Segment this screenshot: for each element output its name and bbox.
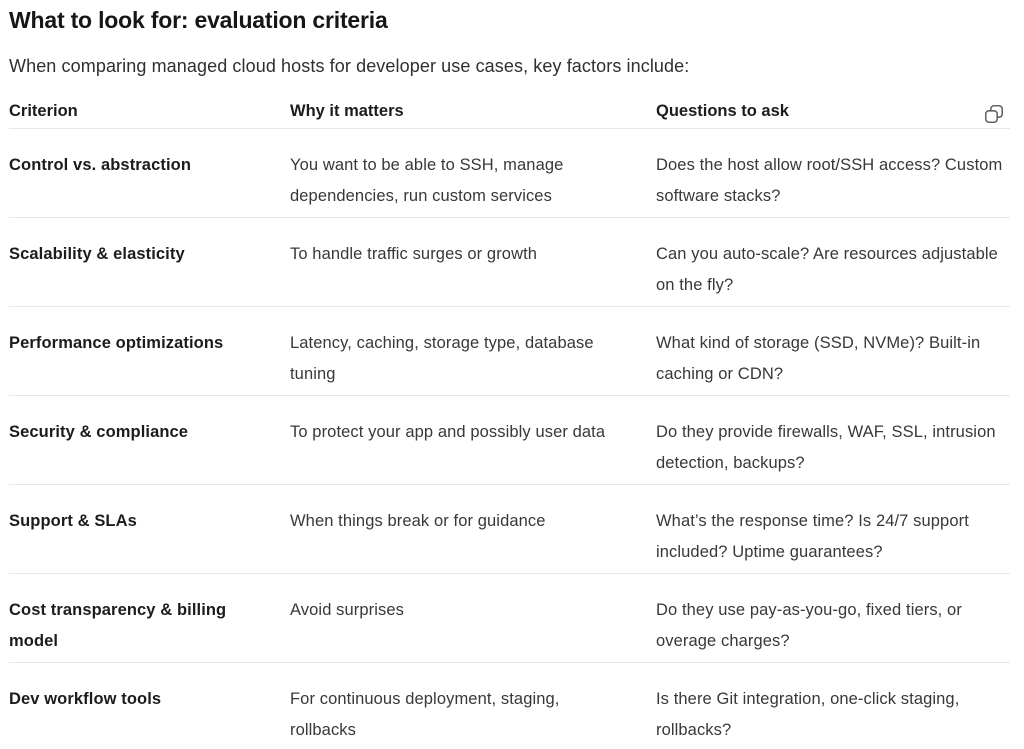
cell-questions-to-ask: What kind of storage (SSD, NVMe)? Built-in caching or CDN?	[656, 334, 981, 383]
table-header-row	[9, 101, 1010, 129]
cell-why-it-matters: For continuous deployment, staging, rollbacks	[290, 690, 560, 739]
cell-criterion: Scalability & elasticity	[9, 245, 185, 263]
column-header-questions-to-ask: Questions to ask	[656, 102, 789, 120]
table-row	[9, 307, 1010, 396]
table-row	[9, 485, 1010, 574]
cell-criterion: Security & compliance	[9, 423, 189, 441]
cell-why-it-matters: To protect your app and possibly user data	[290, 423, 606, 441]
table-row	[9, 396, 1010, 485]
table-row	[9, 129, 1010, 218]
criteria-table	[9, 101, 1010, 749]
cell-why-it-matters: When things break or for guidance	[290, 512, 546, 530]
table-row	[9, 663, 1010, 749]
cell-questions-to-ask: Is there Git integration, one-click staging, rollbacks?	[656, 690, 960, 739]
cell-criterion: Cost transparency & billing model	[9, 601, 227, 650]
column-header-criterion: Criterion	[9, 102, 78, 120]
table-row	[9, 218, 1010, 307]
column-header-why-it-matters: Why it matters	[290, 102, 404, 120]
intro-text: When comparing managed cloud hosts for developer use cases, key factors include:	[9, 56, 690, 76]
cell-why-it-matters: Avoid surprises	[290, 601, 404, 619]
cell-questions-to-ask: What’s the response time? Is 24/7 support included? Uptime guarantees?	[656, 512, 969, 561]
cell-questions-to-ask: Can you auto-scale? Are resources adjustable on the fly?	[656, 245, 998, 294]
cell-criterion: Performance optimizations	[9, 334, 224, 352]
table-row	[9, 574, 1010, 663]
copy-icon[interactable]	[982, 102, 1006, 126]
cell-why-it-matters: Latency, caching, storage type, database tuning	[290, 334, 594, 383]
cell-questions-to-ask: Do they provide firewalls, WAF, SSL, intrusion detection, backups?	[656, 423, 996, 472]
cell-why-it-matters: You want to be able to SSH, manage dependencies, run custom services	[290, 156, 564, 205]
cell-why-it-matters: To handle traffic surges or growth	[290, 245, 538, 263]
cell-criterion: Control vs. abstraction	[9, 156, 191, 174]
cell-questions-to-ask: Do they use pay-as-you-go, fixed tiers, or overage charges?	[656, 601, 962, 650]
page-title: What to look for: evaluation criteria	[9, 7, 388, 33]
cell-questions-to-ask: Does the host allow root/SSH access? Custom software stacks?	[656, 156, 1003, 205]
cell-criterion: Support & SLAs	[9, 512, 137, 530]
cell-criterion: Dev workflow tools	[9, 690, 162, 708]
